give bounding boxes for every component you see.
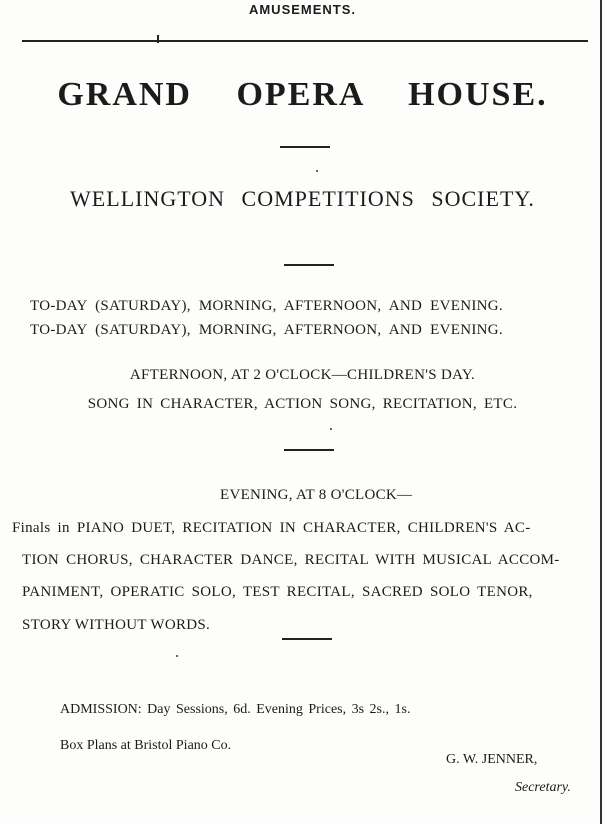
afternoon-heading: AFTERNOON, AT 2 O'CLOCK—CHILDREN'S DAY. (129, 367, 476, 383)
divider (280, 146, 330, 148)
today-line-1: TO-DAY (SATURDAY), MORNING, AFTERNOON, AND EVENING. (30, 298, 503, 314)
divider (284, 264, 334, 266)
signatory-title: Secretary. (515, 780, 571, 795)
today-line-2: TO-DAY (SATURDAY), MORNING, AFTERNOON, AND EVENING. (30, 322, 503, 338)
evening-program-line: TION CHORUS, CHARACTER DANCE, RECITAL WITH MUSICAL ACCOM- (22, 552, 560, 568)
header-rule-mark (157, 35, 159, 43)
box-plans: Box Plans at Bristol Piano Co. (60, 738, 232, 753)
print-speck (176, 655, 178, 657)
evening-heading: EVENING, AT 8 O'CLOCK— (220, 487, 413, 503)
afternoon-program: SONG IN CHARACTER, ACTION SONG, RECITATION, ETC. (87, 396, 518, 412)
print-speck (316, 170, 318, 172)
evening-program-line: Finals in PIANO DUET, RECITATION IN CHARACTER, CHILDREN'S AC- (12, 520, 531, 536)
divider (282, 638, 332, 640)
print-speck (330, 428, 332, 430)
evening-program-line: PANIMENT, OPERATIC SOLO, TEST RECITAL, SACRED SOLO TENOR, (22, 584, 533, 600)
headline: GRAND OPERA HOUSE. (57, 76, 548, 113)
society-name: WELLINGTON COMPETITIONS SOCIETY. (70, 186, 535, 211)
signatory-name: G. W. JENNER, (446, 752, 538, 767)
admission-prices: ADMISSION: Day Sessions, 6d. Evening Prices, 3s 2s., 1s. (60, 702, 411, 717)
divider (284, 449, 334, 451)
header-rule (22, 40, 588, 42)
section-title: AMUSEMENTS. (248, 2, 357, 17)
evening-program-line: STORY WITHOUT WORDS. (22, 617, 211, 633)
